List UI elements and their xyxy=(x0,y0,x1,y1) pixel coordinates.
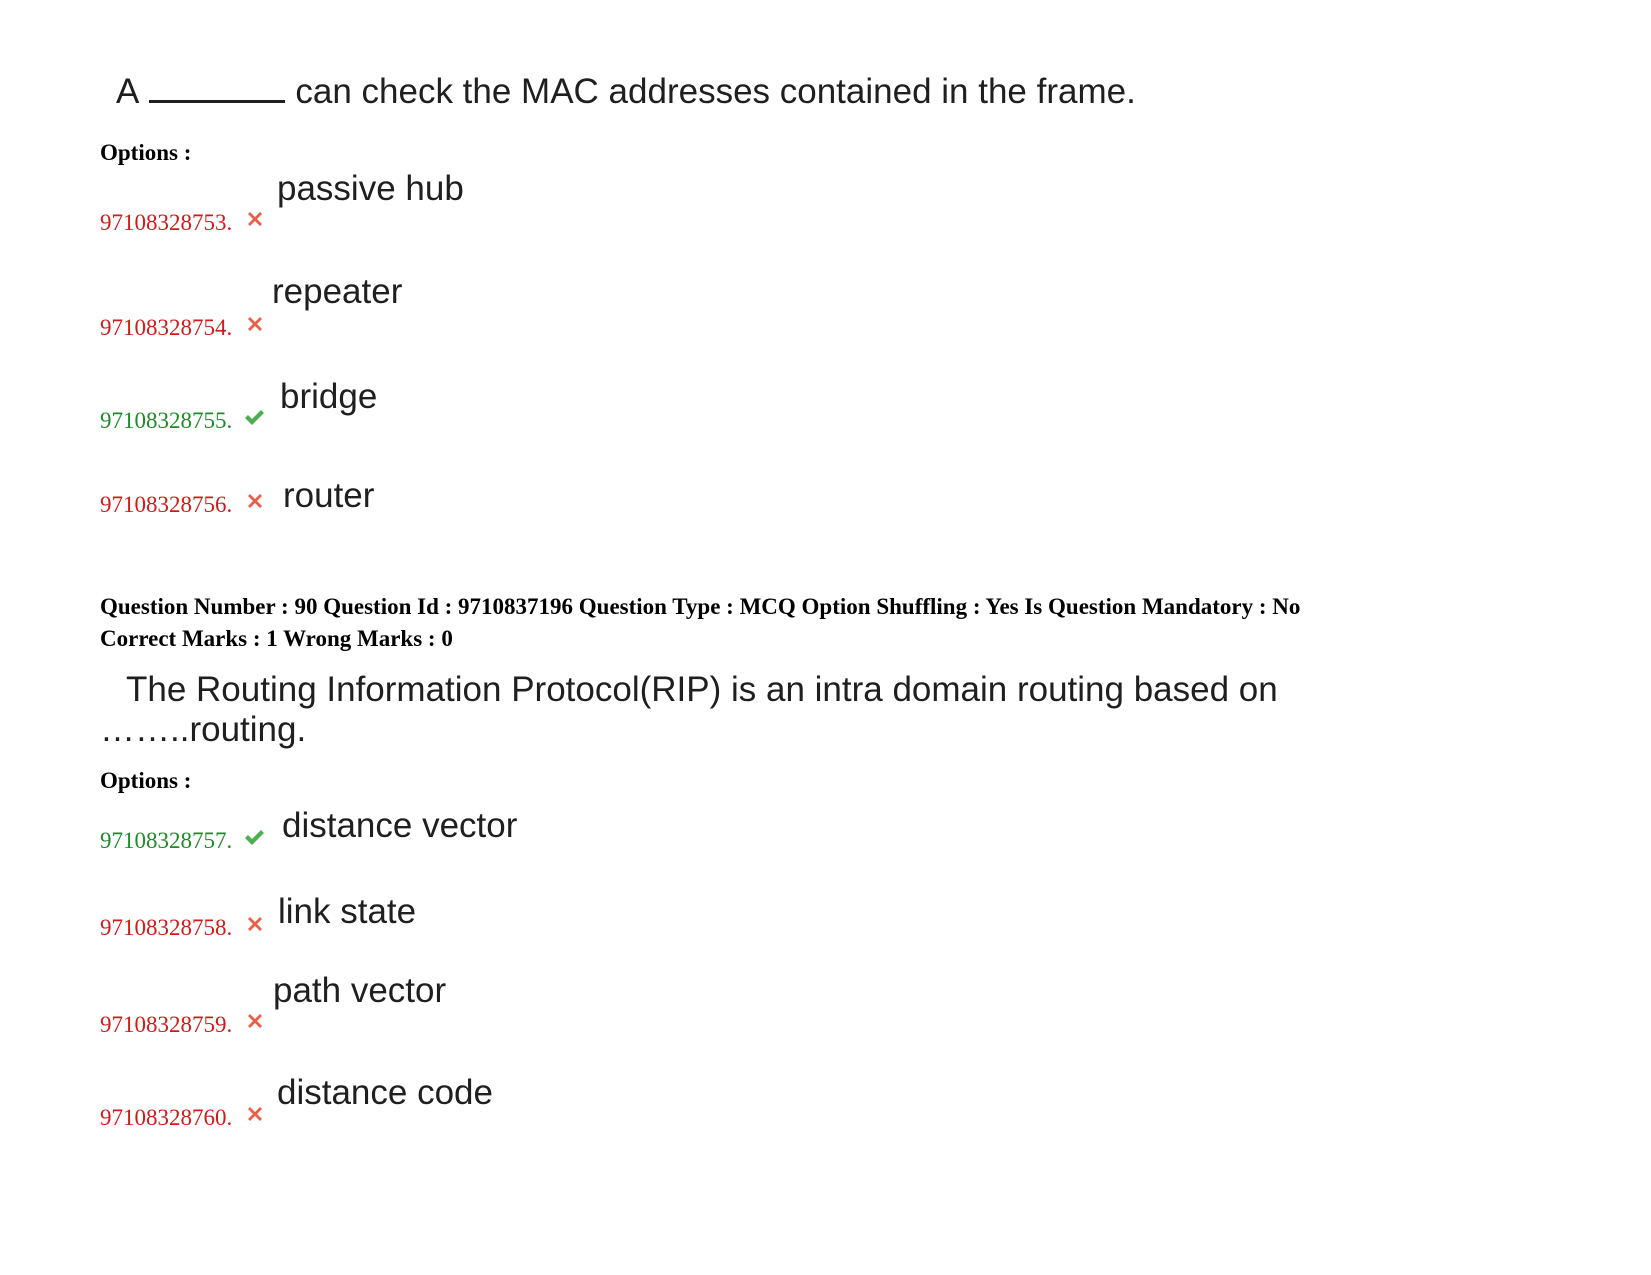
option-text: distance vector xyxy=(282,806,518,845)
cross-icon xyxy=(243,1102,267,1126)
question-2-text-line-2: ……..routing. xyxy=(100,710,307,749)
question-marks: Correct Marks : 1 Wrong Marks : 0 xyxy=(100,626,453,651)
check-icon xyxy=(242,405,266,429)
cross-icon xyxy=(243,312,267,336)
option-id: 97108328755. xyxy=(100,408,233,433)
options-label: Options : xyxy=(100,140,192,165)
fill-in-blank xyxy=(149,74,285,103)
option-text: link state xyxy=(278,892,417,931)
option-text: path vector xyxy=(273,971,447,1010)
check-icon xyxy=(242,825,266,849)
option-id: 97108328754. xyxy=(100,315,233,340)
option-text: router xyxy=(283,476,375,515)
option-text: repeater xyxy=(272,272,403,311)
question-1-text-end: can check the MAC addresses contained in the frame. xyxy=(295,72,1136,111)
option-text: distance code xyxy=(277,1073,493,1112)
option-id: 97108328756. xyxy=(100,492,233,517)
question-1-text xyxy=(116,72,1136,112)
question-2-text-line-1: The Routing Information Protocol(RIP) is an intra domain routing based on xyxy=(126,670,1278,709)
option-id: 97108328757. xyxy=(100,828,233,853)
cross-icon xyxy=(243,489,267,513)
option-id: 97108328753. xyxy=(100,210,233,235)
option-text: bridge xyxy=(280,377,378,416)
option-text: passive hub xyxy=(277,169,464,208)
question-1-text-start: A xyxy=(116,72,140,111)
options-label: Options : xyxy=(100,768,192,793)
option-id: 97108328758. xyxy=(100,915,233,940)
option-id: 97108328760. xyxy=(100,1105,233,1130)
cross-icon xyxy=(243,1009,267,1033)
cross-icon xyxy=(243,207,267,231)
question-meta: Question Number : 90 Question Id : 9710837196 Question Type : MCQ Option Shuffling : Yes Is Question Mandatory : No xyxy=(100,594,1301,619)
cross-icon xyxy=(243,912,267,936)
option-id: 97108328759. xyxy=(100,1012,233,1037)
